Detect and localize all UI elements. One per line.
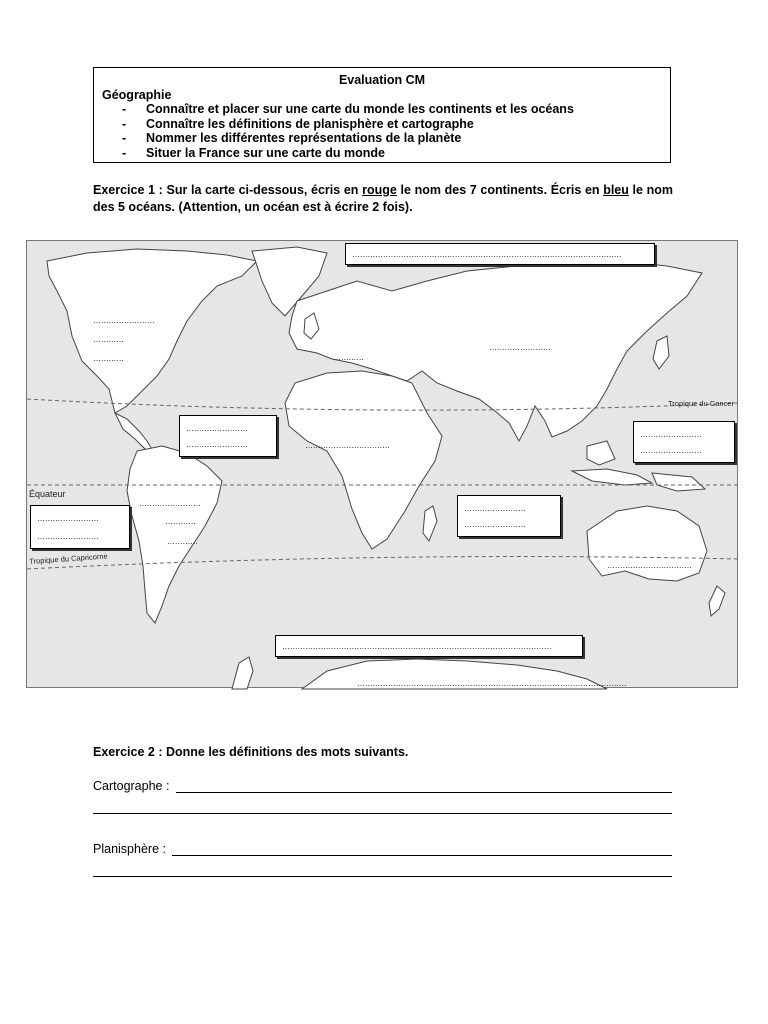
land-masses [47,247,725,689]
planisphere-answer-line-1[interactable] [172,855,672,856]
objective-text: Situer la France sur une carte du monde [146,145,385,160]
bullet-dash: - [122,145,127,160]
planisphere-answer-line-2[interactable] [93,876,672,877]
world-map [26,240,738,688]
answer-line[interactable]: …………………… [139,499,201,508]
exercise2-title: Exercice 2 : Donne les définitions des mots suivants. [93,745,409,759]
ocean-label-box-pacific-west[interactable] [30,505,130,549]
answer-line[interactable]: ………… [93,335,124,344]
answer-line[interactable]: ………… [165,517,196,526]
objective-text: Connaître et placer sur une carte du monde les continents et les océans [146,102,574,116]
borneo-shape [587,441,615,465]
subject-label: Géographie [102,87,172,102]
cartographe-answer-line-1[interactable] [176,792,672,793]
cartographe-answer-line-2[interactable] [93,813,672,814]
exercise1-prefix: Exercice 1 : Sur la carte ci-dessous, écris en [93,183,363,197]
ocean-label-box-north[interactable] [345,243,655,265]
bullet-dash: - [122,102,127,116]
page-title: Evaluation CM [338,73,426,87]
map-drawing [27,241,739,689]
answer-line[interactable]: …………………… [37,514,99,523]
indonesia-shape [572,469,652,485]
answer-line[interactable]: …………………… [464,504,526,513]
objective-item [102,146,662,161]
equator-label: Équateur [29,489,66,499]
answer-line[interactable]: …………………………………………………………………………………………… [357,679,627,688]
planisphere-label: Planisphère : [93,842,166,856]
answer-line[interactable]: …………………… [37,532,99,541]
objectives-list [102,102,662,160]
answer-line[interactable]: …………………………………………………………………………………………… [352,250,622,259]
africa-shape [285,371,442,549]
objective-text: Nommer les différentes représentations de la planète [146,131,462,145]
tropic-cancer-label: Tropique du Cancer [668,399,735,408]
answer-line[interactable]: …………………… [640,446,702,455]
tropic-capricorn-label: Tropique du Capricorne [29,551,108,566]
exercise1-instructions [93,182,673,216]
answer-line[interactable]: …………………………………………………………………………………………… [282,642,552,651]
bullet-dash: - [122,131,127,145]
new-guinea-shape [652,473,705,491]
answer-line[interactable]: …………………… [186,440,248,449]
answer-line[interactable]: …………………… [93,316,155,325]
objective-item [102,117,662,132]
answer-line[interactable]: …………………………… [305,441,390,450]
north-america-shape [47,249,257,413]
ocean-label-box-indian[interactable] [457,495,561,537]
ocean-label-box-atlantic-north[interactable] [179,415,277,457]
answer-line[interactable]: ………… [167,537,198,546]
ocean-label-box-pacific-east[interactable] [633,421,735,463]
answer-line[interactable]: …………………………… [607,561,692,570]
objective-item [102,102,662,117]
bullet-dash: - [122,116,127,131]
word-rouge: rouge [362,183,397,197]
answer-line[interactable]: ………… [333,353,364,362]
objective-item [102,131,662,146]
word-bleu: bleu [603,183,629,197]
exercise1-middle: le nom des 7 continents. Écris en [396,183,604,197]
objective-text: Connaître les définitions de planisphère et cartographe [146,116,474,131]
answer-line[interactable]: ………… [93,354,124,363]
exercise1-suffix: le nom des 5 océans. (Attention, un océan est à écrire 2 fois). [93,183,674,214]
south-america-shape [127,446,222,623]
header-box [93,67,671,163]
new-zealand-shape [709,586,725,616]
antarctica-west-shape [232,657,253,689]
answer-line[interactable]: …………………… [464,520,526,529]
madagascar-shape [423,506,437,541]
japan-shape [653,336,669,369]
answer-line[interactable]: …………………… [186,424,248,433]
cartographe-label: Cartographe : [93,779,170,793]
answer-line[interactable]: …………………… [489,343,551,352]
answer-line[interactable]: …………………… [640,430,702,439]
ocean-label-box-south[interactable] [275,635,583,657]
central-america-shape [115,413,153,451]
